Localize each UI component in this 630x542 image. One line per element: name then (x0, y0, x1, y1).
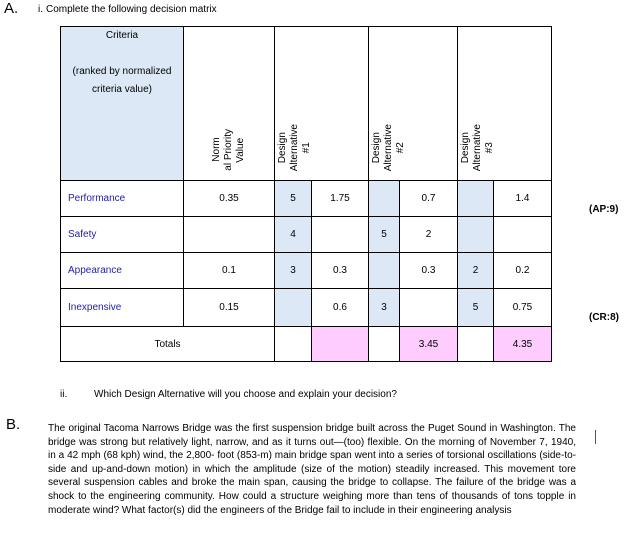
text-cursor (595, 430, 596, 444)
alt3-score: 0.2 (494, 253, 552, 289)
alt1-score (312, 217, 369, 253)
alt2-rank: 3 (369, 289, 400, 327)
priority-value: 0.1 (184, 253, 275, 289)
table-row (61, 217, 552, 253)
priority-header: Norm al Priority Value (211, 129, 246, 171)
alt1-score: 0.3 (312, 253, 369, 289)
alt3-rank (458, 217, 494, 253)
part-a-instruction: Complete the following decision matrix (46, 4, 217, 15)
criterion-name: Appearance (61, 253, 184, 289)
table-row (61, 289, 552, 327)
alt2-rank (369, 253, 400, 289)
part-b-letter: B. (6, 416, 21, 433)
ap-tag: (AP:9) (589, 204, 619, 215)
item-ii-marker: ii. (60, 389, 68, 400)
alt1-total (312, 327, 369, 362)
criteria-subtitle: (ranked by normalized criteria value) (72, 66, 172, 95)
criteria-header-cell (61, 27, 184, 181)
decision-matrix (60, 26, 552, 362)
priority-value (184, 217, 275, 253)
alt3-rank: 5 (458, 289, 494, 327)
priority-value: 0.15 (184, 289, 275, 327)
alt2-score: 0.3 (400, 253, 458, 289)
item-i-marker: i. (38, 4, 43, 15)
criterion-name: Inexpensive (61, 289, 184, 327)
part-a-letter: A. (4, 0, 19, 17)
alt2-rank (369, 181, 400, 217)
alt3-total: 4.35 (494, 327, 552, 362)
priority-value: 0.35 (184, 181, 275, 217)
totals-row (61, 327, 552, 362)
alt3-rank: 2 (458, 253, 494, 289)
alt1-rank: 5 (275, 181, 312, 217)
cr-tag: (CR:8) (589, 312, 619, 323)
criterion-name: Performance (61, 181, 184, 217)
alt1-score: 0.6 (312, 289, 369, 327)
header-row (61, 27, 552, 181)
totals-label: Totals (61, 327, 275, 362)
table-row (61, 181, 552, 217)
alt1-rank (275, 289, 312, 327)
alt2-total: 3.45 (400, 327, 458, 362)
alt1-rank: 4 (275, 217, 312, 253)
alt2-header: Design Alternative #2 (371, 123, 406, 171)
criteria-title: Criteria (105, 30, 139, 41)
alt3-score: 1.4 (494, 181, 552, 217)
alt2-score: 0.7 (400, 181, 458, 217)
alt3-score (494, 217, 552, 253)
alt3-rank (458, 181, 494, 217)
alt2-score: 2 (400, 217, 458, 253)
alt1-header-cell (275, 27, 369, 181)
criterion-name: Safety (61, 217, 184, 253)
part-b-paragraph: The original Tacoma Narrows Bridge was the first suspension bridge built across the Puget Sound in Washington. The bridge was strong but relatively light, narrow, and as it turns out—(too) flexible. On the morning of November 7, 1940, in a 42 mph (68 kph) wind, the 2,800- foot (853-m) main bridge span went into a series of torsional oscillations (side-to-side and up-and-down motion) in which the amplitude (size of the motion) steadily increased. This movement tore several suspension cables and broke the main span, causing the bridge to collapse. The failure of the bridge was a shock to the engineering community. How could a structure weighing more than tens of thousands of tons topple in moderate wind? What factor(s) did the engineers of the Bridge fail to include in their engineering analysis (48, 423, 576, 516)
alt1-score: 1.75 (312, 181, 369, 217)
alt2-header-cell (369, 27, 458, 181)
alt3-score: 0.75 (494, 289, 552, 327)
alt3-header-cell (458, 27, 552, 181)
alt2-score (400, 289, 458, 327)
alt3-header: Design Alternative #3 (460, 123, 495, 171)
table-row (61, 253, 552, 289)
part-a-question: Which Design Alternative will you choose and explain your decision? (94, 389, 397, 400)
priority-header-cell (184, 27, 275, 181)
alt1-rank: 3 (275, 253, 312, 289)
alt2-rank: 5 (369, 217, 400, 253)
alt1-header: Design Alternative #1 (277, 123, 312, 171)
